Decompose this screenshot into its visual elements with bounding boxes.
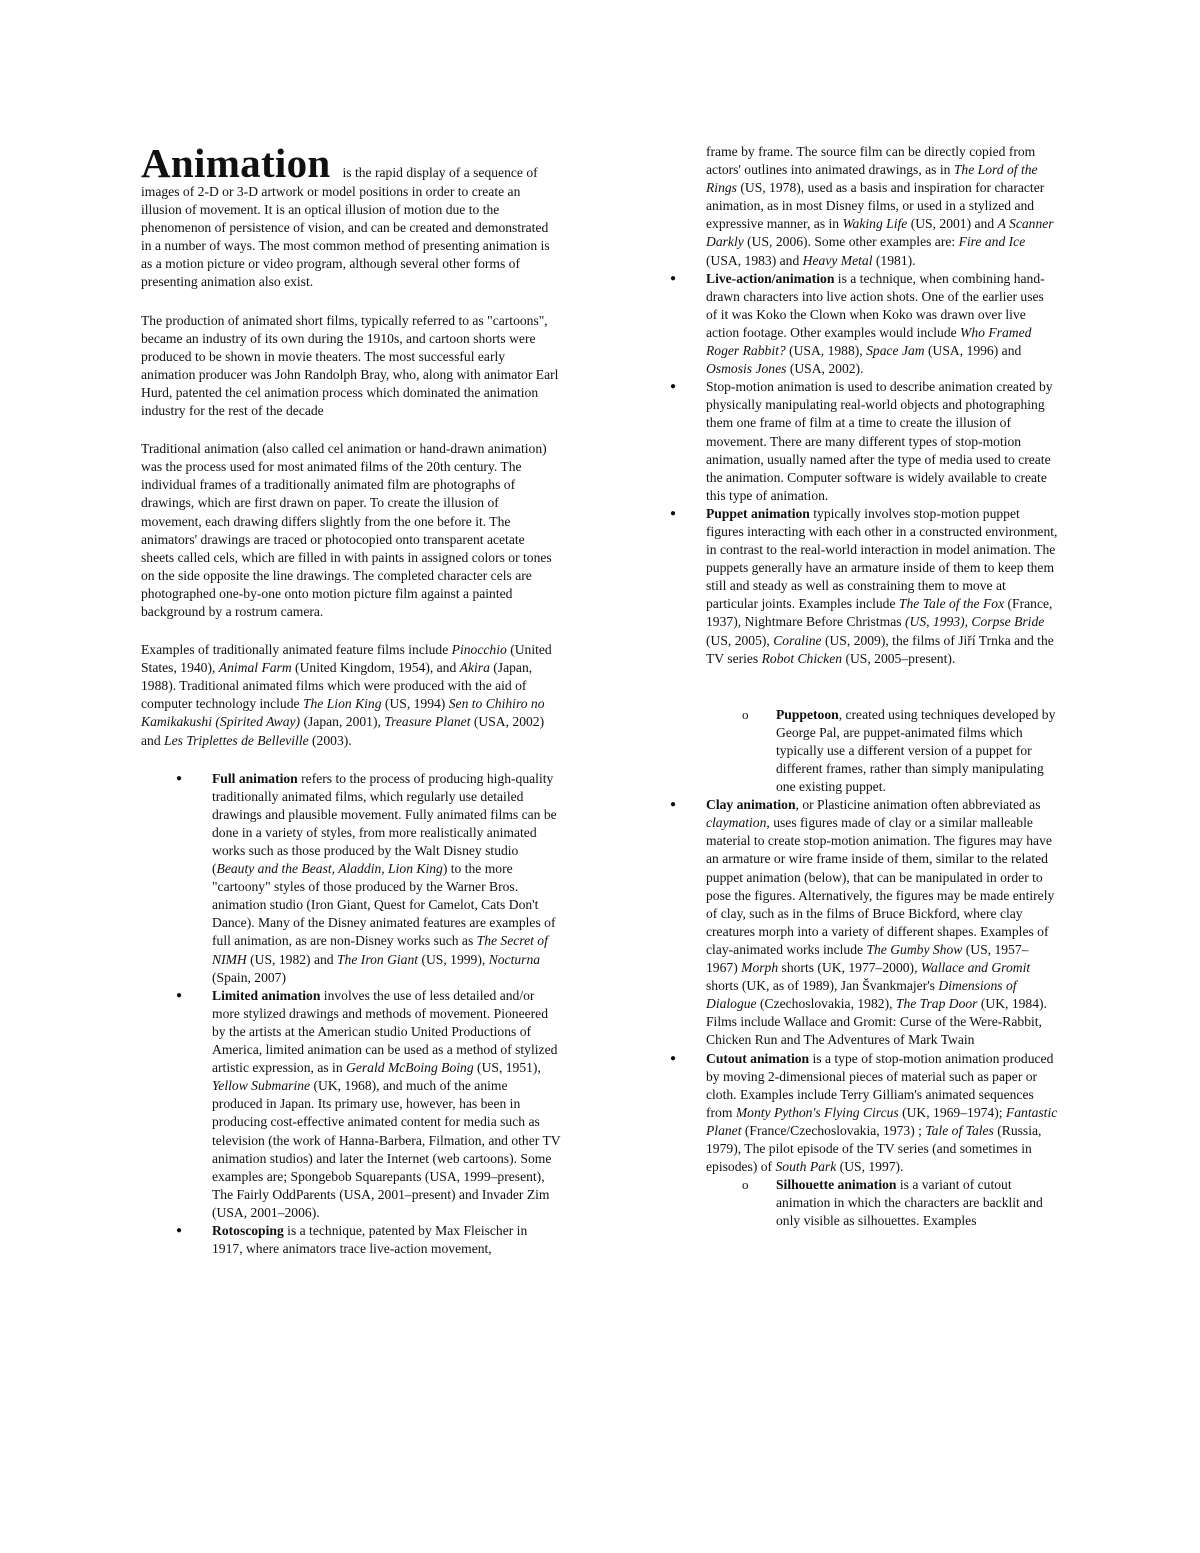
film-title: Sen to Chihiro no Kamikakushi (Spirited Away) xyxy=(141,696,545,730)
film-title: Dimensions of Dialogue xyxy=(706,978,1017,1012)
examples-paragraph xyxy=(141,641,561,750)
intro-text: is the rapid display of a sequence of images of 2-D or 3-D artwork or model positions in order to create an illusion of movement. It is an optical illusion of motion due to the phenomenon of persistence of vision, and can be created and demonstrated in a number of ways. The most common method of presenting animation is as a motion picture or video program, although several other forms of presenting animation also exist. xyxy=(141,165,550,290)
text-run: (Spain, 2007) xyxy=(212,969,287,985)
text-run: (US, 1982) and xyxy=(246,951,337,967)
text-run: (US, 2001) and xyxy=(907,216,998,232)
text-run: (Japan, 1988). Traditional animated films which were produced with the aid of computer technology include xyxy=(141,660,533,712)
text-run: , or Plasticine animation often abbreviated as xyxy=(795,797,1041,813)
text-run: (US, 2006). Some other examples are: xyxy=(743,234,959,250)
text-run: is a variant of cutout animation in which the characters are backlit and only visible as silhouettes. Examples xyxy=(776,1177,1043,1229)
list-item-cutout-animation xyxy=(706,1050,1058,1231)
film-title: Fire and Ice xyxy=(958,234,1026,250)
text-run: (USA, 1996) and xyxy=(924,343,1022,359)
film-title: The Gumby Show xyxy=(866,941,963,957)
text-run: refers to the process of producing high-quality traditionally animated films, which regularly use detailed drawings and plausible movement. Fully animated films can be done in a variety of styles, from more realistically animated works such as those produced by the Walt Disney studio ( xyxy=(212,770,557,877)
text-run: (US, 2005–present). xyxy=(842,650,956,666)
technique-list xyxy=(212,770,561,1259)
list-item-limited-animation xyxy=(212,987,561,1222)
film-title: Nocturna xyxy=(488,951,541,967)
text-run: (Czechoslovakia, 1982), xyxy=(756,996,896,1012)
film-title: Gerald McBoing Boing xyxy=(346,1060,474,1076)
film-title: Yellow Submarine xyxy=(212,1078,311,1094)
text-run: (USA, 2002) and xyxy=(141,714,545,748)
text-run: (USA, 1983) and xyxy=(706,252,803,268)
film-title: The Iron Giant xyxy=(337,951,419,967)
text-run: (UK, 1969–1974); xyxy=(898,1104,1006,1120)
text-run: (US, 2009), the films of Jiří Trnka and the TV series xyxy=(706,632,1054,666)
text-run: shorts (UK, 1977–2000), xyxy=(778,960,921,976)
text-run: , created using techniques developed by George Pal, are puppet-animated films which typically use a different version of a puppet for different frames, rather than simply manipulating one existing puppet. xyxy=(776,706,1056,795)
technique-list-continued xyxy=(706,270,1058,1231)
intro-paragraph xyxy=(141,140,561,292)
text-run: shorts (UK, as of 1989), Jan Švankmajer's xyxy=(706,978,939,994)
film-title: claymation xyxy=(706,815,767,831)
text-run: (France/Czechoslovakia, 1973) ; xyxy=(741,1122,926,1138)
text-run: typically involves stop-motion puppet figures interacting with each other in a constructed environment, in contrast to the real-world interaction in model animation. The puppets generally have an armature inside of them to keep them still and steady as well as constraining them to move at particular joints. Examples include xyxy=(706,505,1058,612)
film-title: Space Jam xyxy=(866,343,925,359)
rotoscoping-continued xyxy=(706,143,1058,270)
list-item-full-animation xyxy=(212,770,561,987)
film-title: (US, 1993), Corpse Bride xyxy=(904,614,1045,630)
film-title: Beauty and the Beast, Aladdin, Lion King xyxy=(216,861,443,877)
text-run: (1981). xyxy=(872,252,916,268)
term: Limited animation xyxy=(212,987,321,1003)
list-item-live-action xyxy=(706,270,1058,379)
film-title: Treasure Planet xyxy=(384,714,471,730)
text-run: (US, 1957–1967) xyxy=(706,941,1029,976)
text-run: ) to the more "cartoony" styles of those produced by the Warner Bros. animation studio (Iron Giant, Quest for Camelot, Cats Don't Dance). Many of the Disney animated features are examples of full animation, as are non-Disney works such as xyxy=(212,861,556,949)
film-title: The Secret of NIMH xyxy=(212,933,548,967)
list-item-clay-animation xyxy=(706,796,1058,1049)
film-title: The Trap Door xyxy=(895,996,978,1012)
text-run: (Russia, 1979), The pilot episode of the TV series (and sometimes in episodes) of xyxy=(706,1122,1042,1175)
film-title: Pinocchio xyxy=(451,642,507,658)
text-run: (United States, 1940), xyxy=(141,642,552,676)
text-run: frame by frame. The source film can be directly copied from actors' outlines into animated drawings, as in xyxy=(706,144,1036,178)
film-title: Les Triplettes de Belleville xyxy=(164,732,309,748)
text-run: (United Kingdom, 1954), and xyxy=(291,660,460,676)
text-run: (US, 1951), xyxy=(473,1060,541,1076)
term: Rotoscoping xyxy=(212,1222,284,1238)
term: Clay animation xyxy=(706,797,796,813)
text-run: is a type of stop-motion animation produced by moving 2-dimensional pieces of material such as paper or cloth. Examples include Terry Gilliam's animated sequences from xyxy=(706,1050,1054,1120)
document-title: Animation xyxy=(141,140,331,186)
term: Live-action/animation xyxy=(706,270,835,286)
text-run: (USA, 1988), xyxy=(785,343,867,359)
film-title: South Park xyxy=(775,1159,837,1175)
film-title: Who Framed Roger Rabbit? xyxy=(706,324,1032,359)
list-item-stop-motion: ● Stop-motion animation is used to describe animation created by physically manipulating real-world objects and photographing them one frame of film at a time to create the illusion of movement. There are many different types of stop-motion animation, usually named after the type of media used to create the animation. Computer software is widely available to create this type of animation. xyxy=(706,378,1058,505)
text-run-split: is a technique, patented by Max Fleischer in 1917, where animators trace live-action movement, xyxy=(212,1222,528,1257)
text-run: (USA, 2002). xyxy=(786,361,864,377)
production-paragraph: The production of animated short films, typically referred to as "cartoons", became an industry of its own during the 1910s, and cartoon shorts were produced to be shown in movie theaters. The most successful early animation producer was John Randolph Bray, who, along with animator Earl Hurd, patented the cel animation process which dominated the animation industry for the rest of the decade xyxy=(141,312,559,419)
term: Puppetoon xyxy=(776,706,839,722)
film-title: The Lion King xyxy=(302,696,382,712)
film-title: Coraline xyxy=(773,632,822,648)
text-run: (US, 1978), used as a basis and inspiration for character animation, as in most Disney films, or used in a stylized and expressive manner, as in xyxy=(706,180,1045,232)
list-item-puppetoon xyxy=(776,706,1056,796)
film-title: Osmosis Jones xyxy=(706,361,787,377)
text-run: (Japan, 2001), xyxy=(300,714,385,730)
text-run: (UK, 1984). Films include Wallace and Gromit: Curse of the Were-Rabbit, Chicken Run and The Adventures of Mark Twain xyxy=(706,996,1047,1048)
term: Silhouette animation xyxy=(776,1177,897,1193)
film-title: Fantastic Planet xyxy=(706,1104,1058,1138)
term: Full animation xyxy=(212,770,298,786)
text-run: Examples of traditionally animated feature films include xyxy=(141,642,452,658)
film-title: Animal Farm xyxy=(218,660,292,676)
text-run: (UK, 1968), and much of the anime produced in Japan. Its primary use, however, has been in producing cost-effective animated content for media such as television (the work of Hanna-Barbera, Filmation, and other TV animation studios) and later the Internet (web cartoons). Some examples are; Spongebob Squarepants (USA, 1999–present), The Fairly OddParents (USA, 2001–present) and Invader Zim (USA, 2001–2006). xyxy=(212,1078,561,1220)
film-title: Wallace and Gromit xyxy=(920,960,1031,976)
film-title: Waking Life xyxy=(842,216,908,232)
list-item-puppet-animation xyxy=(706,505,1058,796)
film-title: Robot Chicken xyxy=(761,650,843,666)
film-title: Monty Python's Flying Circus xyxy=(735,1104,899,1120)
film-title: Akira xyxy=(459,660,490,676)
term: Puppet animation xyxy=(706,505,810,521)
film-title: Heavy Metal xyxy=(802,252,873,268)
list-item-rotoscoping xyxy=(212,1222,561,1258)
text-run: involves the use of less detailed and/or more stylized drawings and methods of movement. Pioneered by the artists at the American studio United Productions of America, limited animation can be used as a method of stylized artistic expression, as in xyxy=(212,987,558,1076)
traditional-paragraph: Traditional animation (also called cel animation or hand-drawn animation) was the process used for most animated films of the 20th century. The individual frames of a traditionally animated film are photographs of drawings, which are first drawn on paper. To create the illusion of movement, each drawing differs slightly from the one before it. The animators' drawings are traced or photocopied onto transparent acetate sheets called cels, which are filled in with paints in assigned colors or tones on the side opposite the line drawings. The completed character cels are photographed one-by-one onto motion picture film against a painted background by a rostrum camera. xyxy=(141,441,552,619)
text-run: (US, 1999), xyxy=(418,951,489,967)
text-run: (US, 1997). xyxy=(836,1159,904,1175)
film-title: The Lord of the Rings xyxy=(706,162,1038,196)
text-run: (France, 1937), Nightmare Before Christmas xyxy=(706,596,1053,630)
right-column xyxy=(706,143,1058,1230)
puppet-sublist xyxy=(776,706,1056,796)
film-title: Tale of Tales xyxy=(925,1122,994,1138)
film-title: Morph xyxy=(741,960,779,976)
cutout-sublist xyxy=(776,1176,1058,1230)
list-item-silhouette-animation xyxy=(776,1176,1058,1230)
term: Cutout animation xyxy=(706,1050,810,1066)
text-run: is a technique, when combining hand-drawn characters into live action shots. One of the earlier uses of it was Koko the Clown when Koko was drawn over live action footage. Other examples would include xyxy=(706,270,1045,340)
text-run: (2003). xyxy=(308,732,352,748)
left-column xyxy=(141,140,561,1258)
text-run: (US, 1994) xyxy=(381,696,449,712)
film-title: A Scanner Darkly xyxy=(706,216,1054,250)
text-run: (US, 2005), xyxy=(706,632,774,648)
film-title: The Tale of the Fox xyxy=(898,596,1005,612)
text-run: , uses figures made of clay or a similar malleable material to create stop-motion animation. The figures may have an armature or wire frame inside of them, similar to the related puppet animation (below), that can be manipulated in order to pose the figures. Alternatively, the figures may be made entirely of clay, such as in the films of Bruce Bickford, where clay creatures morph into a variety of different shapes. Examples of clay-animated works include xyxy=(706,815,1055,957)
